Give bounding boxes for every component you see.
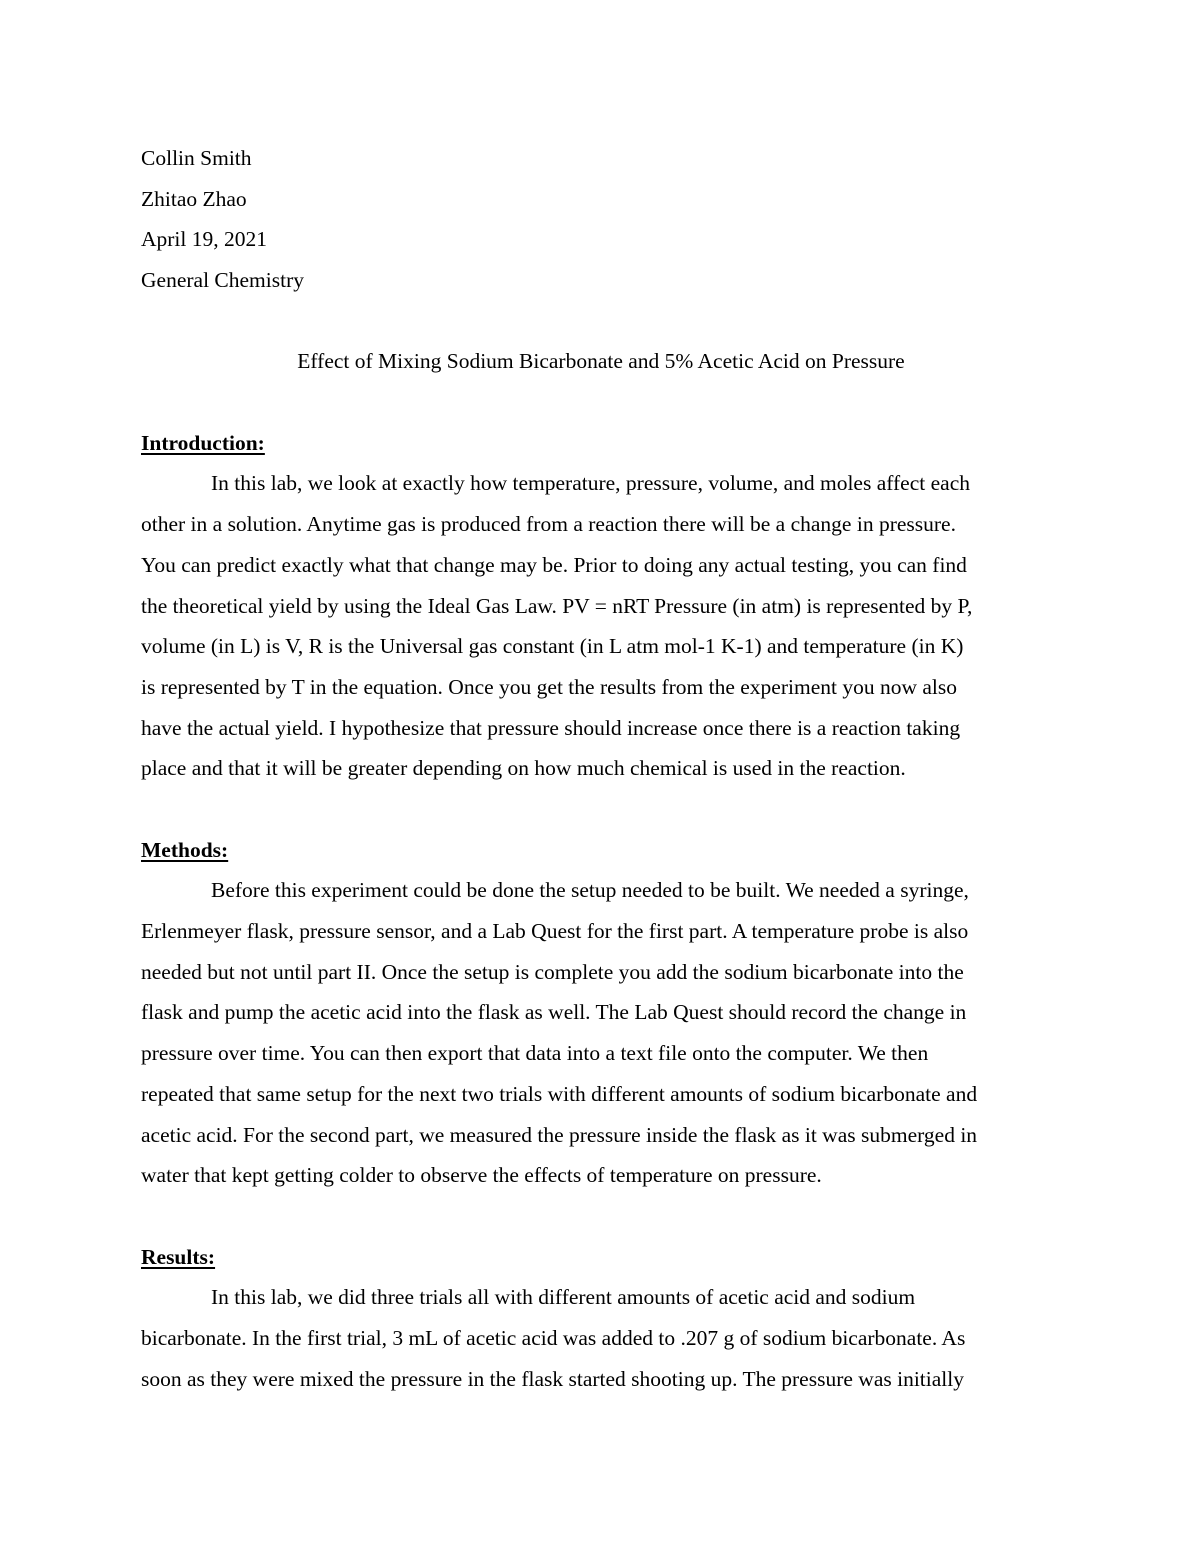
section-paragraph — [141, 463, 1061, 789]
paragraph-line: is represented by T in the equation. Once you get the results from the experiment you now also — [141, 674, 958, 699]
paragraph-line: In this lab, we did three trials all with different amounts of acetic acid and sodium — [211, 1285, 916, 1310]
paragraph-line: volume (in L) is V, R is the Universal gas constant (in L atm mol-1 K-1) and temperature (in K) — [141, 634, 964, 659]
document-page — [141, 138, 1061, 1440]
results-section — [141, 1237, 1061, 1400]
document-title: Effect of Mixing Sodium Bicarbonate and 5% Acetic Acid on Pressure — [297, 349, 905, 374]
author-name: Zhitao Zhao — [141, 186, 247, 211]
paragraph-line: Before this experiment could be done the setup needed to be built. We needed a syringe, — [211, 878, 969, 903]
paragraph-line: bicarbonate. In the first trial, 3 mL of acetic acid was added to .207 g of sodium bicarbonate. As — [141, 1325, 966, 1350]
paragraph-line: other in a solution. Anytime gas is produced from a reaction there will be a change in pressure. — [141, 512, 956, 537]
paragraph-line: water that kept getting colder to observe the effects of temperature on pressure. — [141, 1163, 822, 1188]
paragraph-line: the theoretical yield by using the Ideal Gas Law. PV = nRT Pressure (in atm) is represented by P, — [141, 593, 973, 618]
section-heading: Results: — [141, 1244, 216, 1269]
paragraph-line: needed but not until part II. Once the setup is complete you add the sodium bicarbonate into the — [141, 959, 964, 984]
methods-section — [141, 830, 1061, 1196]
document-date: April 19, 2021 — [141, 227, 268, 252]
author-name: Collin Smith — [141, 146, 252, 170]
paragraph-line: You can predict exactly what that change may be. Prior to doing any actual testing, you can find — [141, 552, 967, 577]
paragraph-line: place and that it will be greater depending on how much chemical is used in the reaction. — [141, 756, 906, 781]
paragraph-line: repeated that same setup for the next two trials with different amounts of sodium bicarbonate and — [141, 1081, 978, 1106]
section-heading: Methods: — [141, 837, 229, 862]
introduction-section — [141, 423, 1061, 789]
section-paragraph — [141, 870, 1061, 1196]
section-heading: Introduction: — [141, 430, 265, 455]
paragraph-line: pressure over time. You can then export that data into a text file onto the computer. We then — [141, 1041, 929, 1066]
paragraph-line: acetic acid. For the second part, we measured the pressure inside the flask as it was submerged in — [141, 1122, 978, 1147]
paragraph-line: In this lab, we look at exactly how temperature, pressure, volume, and moles affect each — [211, 471, 970, 496]
paragraph-line: flask and pump the acetic acid into the flask as well. The Lab Quest should record the change in — [141, 1000, 967, 1025]
paragraph-line: have the actual yield. I hypothesize that pressure should increase once there is a reaction taking — [141, 715, 961, 740]
course-name: General Chemistry — [141, 268, 304, 293]
paragraph-line: Erlenmeyer flask, pressure sensor, and a Lab Quest for the first part. A temperature probe is also — [141, 919, 969, 944]
section-paragraph — [141, 1277, 1061, 1399]
paragraph-line: soon as they were mixed the pressure in the flask started shooting up. The pressure was initially — [141, 1366, 964, 1391]
